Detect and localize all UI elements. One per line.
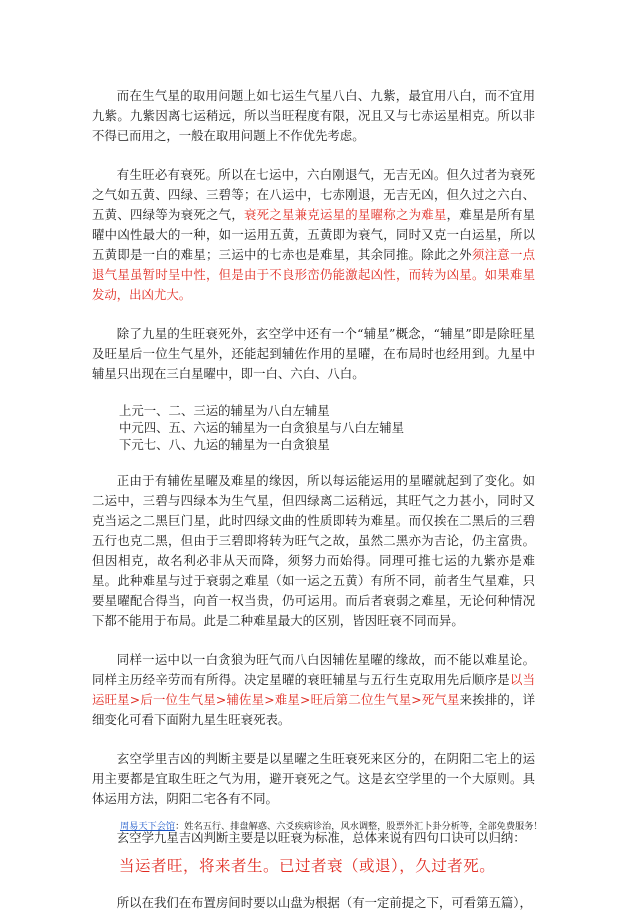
- footer-services-text: ：姓名五行、排盘解惑、六爻疾病诊治，风水调整，股票外汇卜卦分析等，全部免费服务！: [175, 821, 543, 832]
- paragraph-order-text-b: 来挨排的，详细变化可看下面附九星生旺衰死表。: [92, 692, 535, 727]
- koujue-motto: 当运者旺，将来者生。已过者衰（或退），久过者死。: [119, 857, 496, 875]
- priority-order-highlight: 以当运旺星>后一位生气星>辅佐星>难星>旺后第二位生气星>死气星: [92, 672, 536, 707]
- paragraph-room-layout: 所以在我们在布置房间时要以山盘为根据（有一定前提之下，可看第五篇），: [116, 895, 532, 910]
- nanxing-definition-highlight: 衰死之星兼克运星的星曜称之为难星: [243, 207, 447, 222]
- paragraph-fuxing: 除了九星的生旺衰死外，玄空学中还有一个“辅星”概念，“辅星”即是除旺星及旺星后一位生气星外，还能起到辅佐作用的星曜，在布局时也经用到。九星中辅星只出现在三白星曜中，即一白、六白、八白。: [92, 326, 535, 381]
- paragraph-shuaisi: [92, 165, 535, 305]
- paragraph-nanxing-variation: 正由于有辅佐星曜及难星的缘因，所以每运能运用的星曜就起到了变化。如二运中，三碧与四绿本为生气星，但四绿离二运稍远，其旺气之力甚小，同时又克当运之二黑巨门星，此时四绿文曲的性质即转为难星。而仅挨在二黑后的三碧五行也克二黑，但由于三碧即将转为旺气之故，虽然二黑亦为吉论，仍主富贵。但因相克，故名利必非从天而降，须努力而始得。同理可推七运的九紫亦是难星。此种难星与过于衰弱之难星（如一运之五黄）有所不同，前者生气星难，只要星曜配合得当，向首一权当贵，仍可运用。而后者衰弱之难星，无论何种情况下都不能用于布局。此是二种难星最大的区别，皆因旺衰不同而异。: [92, 473, 535, 628]
- document-body: [92, 86, 535, 913]
- footer-site-link[interactable]: 周易天下会馆: [120, 821, 176, 832]
- paragraph-order-text-a: 同样一运中以一白贪狼为旺气而八白因辅佐星曜的缘故，而不能以难星论。同样主历经辛劳而有所得。决定星曜的衰旺辅星与五行生克取用先后顺序是: [92, 652, 535, 687]
- tuiqi-warning-highlight: 须注意一点退气星虽暂时呈中性，但是由于不良形峦仍能激起凶性，而转为凶星。如果难星发动，出凶尤大。: [92, 247, 536, 302]
- list-item: 下元七、八、九运的辅星为一白贪狼星: [119, 437, 330, 452]
- list-item: 中元四、五、六运的辅星为一白贪狼星与八白左辅星: [119, 420, 404, 435]
- page-footer: [120, 820, 543, 834]
- paragraph-jixiong: 玄空学里吉凶的判断主要是以星曜之生旺衰死来区分的，在阴阳二宅上的运用主要都是宜取生旺之气为用，避开衰死之气。这是玄空学里的一个大原则。具体运用方法，阴阳二宅各有不同。: [92, 751, 535, 806]
- paragraph-shuaisi-text-a: 有生旺必有衰死。所以在七运中，六白刚退气，无吉无凶。但久过者为衰死之气如五黄、四绿、三碧等；在八运中，七赤刚退，无吉无凶，但久过之六白、五黄、四绿等为衰死之气，: [92, 167, 535, 222]
- paragraph-shuaisi-text-b: ，难星是所有星曜中凶性最大的一种，如一运用五黄，五黄即为衰气，同时又克一白运星，所以五黄即是一白的难星；三运中的七赤也是难星，其余同推。除此之外: [92, 207, 536, 262]
- paragraph-koujue-intro: 玄空学九星吉凶判断主要是以旺衰为标准，总体来说有四句口诀可以归纳：: [116, 830, 526, 845]
- paragraph-order: [92, 650, 535, 730]
- paragraph-shengqi-star: 而在生气星的取用问题上如七运生气星八白、九紫，最宜用八白，而不宜用九紫。九紫因离七运稍远，所以当旺程度有限，况且又与七赤运星相克。所以非不得已而用之，一般在取用问题上不作优先考虑。: [92, 88, 535, 143]
- list-item: 上元一、二、三运的辅星为八白左辅星: [119, 403, 330, 418]
- fuxing-list: [92, 402, 535, 453]
